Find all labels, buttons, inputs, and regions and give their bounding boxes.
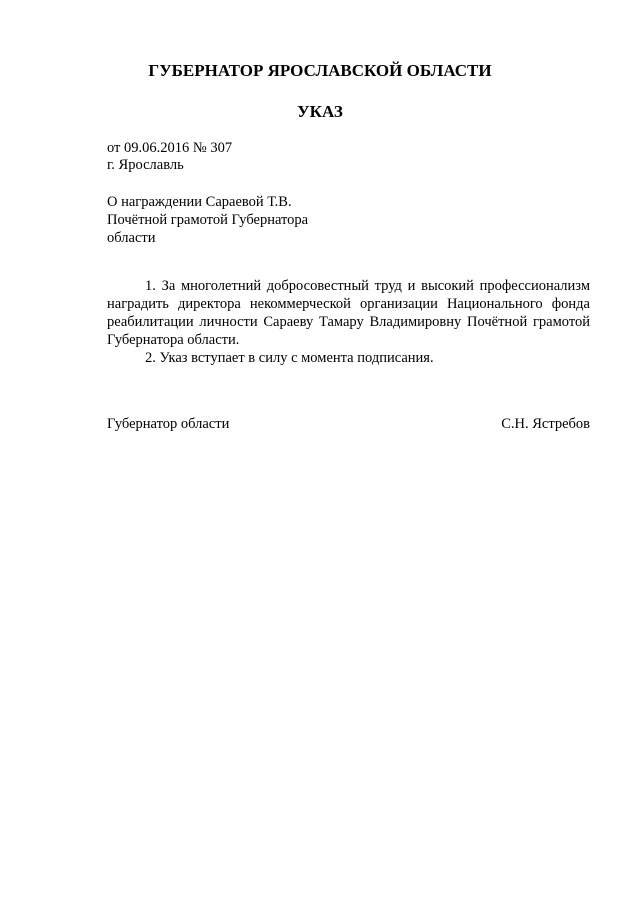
subject-line: О награждении Сараевой Т.В. (107, 194, 292, 210)
subject-line: Почётной грамотой Губернатора (107, 212, 309, 228)
subject-line: области (107, 230, 156, 246)
paragraph-1-line: наградить директора некоммерческой организации Национального фонда (107, 296, 590, 312)
document-type-text: УКАЗ (297, 102, 343, 121)
signatory-position: Губернатор области (107, 416, 230, 432)
signatory-name: С.Н. Ястребов (501, 416, 590, 432)
paragraph-1 (107, 277, 590, 349)
issuing-authority-heading (57, 61, 640, 81)
city: г. Ярославль (107, 157, 184, 173)
decree-subject (107, 193, 367, 247)
paragraph-1-line: 1. За многолетний добросовестный труд и высокий профессионализм (145, 278, 590, 294)
paragraph-1-line: реабилитации личности Сараеву Тамару Владимировну Почётной грамотой (107, 314, 590, 330)
issuing-authority-text: ГУБЕРНАТОР ЯРОСЛАВСКОЙ ОБЛАСТИ (148, 61, 492, 80)
paragraph-1-line: Губернатора области. (107, 332, 240, 348)
paragraph-2: 2. Указ вступает в силу с момента подписания. (145, 350, 434, 366)
decree-body (107, 277, 590, 367)
date-and-number: от 09.06.2016 № 307 (107, 140, 233, 156)
document-type-heading (57, 102, 640, 122)
